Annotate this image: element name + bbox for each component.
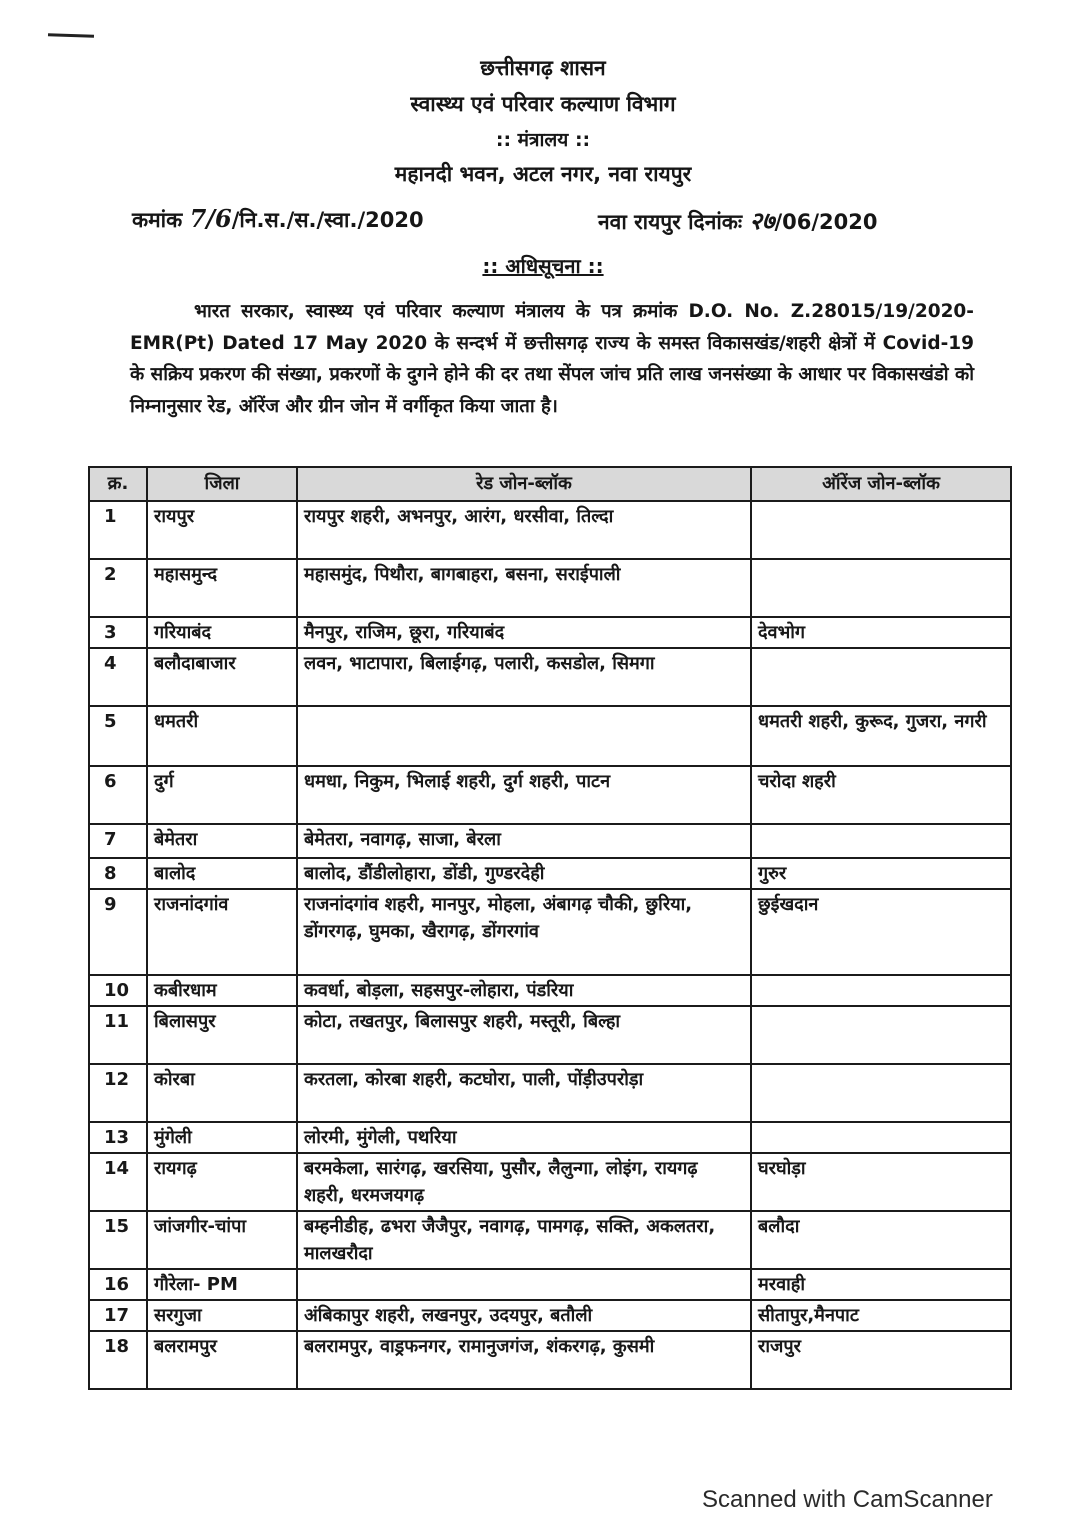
- col-header-district: जिला: [147, 467, 297, 501]
- row-number: 15: [89, 1211, 147, 1269]
- row-number: 12: [89, 1064, 147, 1122]
- orange-zone-cell: घरघोड़ा: [751, 1153, 1011, 1211]
- district-cell: रायगढ़: [147, 1153, 297, 1211]
- table-row: [89, 766, 1011, 824]
- district-cell: गरियाबंद: [147, 617, 297, 648]
- red-zone-cell: कवर्धा, बोड़ला, सहसपुर-लोहारा, पंडरिया: [297, 975, 751, 1006]
- row-number: 5: [89, 706, 147, 766]
- orange-zone-cell: [751, 824, 1011, 858]
- red-zone-cell: लवन, भाटापारा, बिलाईगढ़, पलारी, कसडोल, सिमगा: [297, 648, 751, 706]
- red-zone-cell: [297, 706, 751, 766]
- orange-zone-cell: [751, 501, 1011, 559]
- table-row: [89, 648, 1011, 706]
- district-cell: दुर्ग: [147, 766, 297, 824]
- red-zone-cell: बेमेतरा, नवागढ़, साजा, बेरला: [297, 824, 751, 858]
- red-zone-cell: बालोद, डौंडीलोहारा, डोंडी, गुण्डरदेही: [297, 858, 751, 889]
- orange-zone-cell: [751, 1122, 1011, 1153]
- row-number: 8: [89, 858, 147, 889]
- orange-zone-cell: सीतापुर,मैनपाट: [751, 1300, 1011, 1331]
- table-row: [89, 501, 1011, 559]
- table-row: [89, 889, 1011, 975]
- ministry-heading: :: मंत्रालय ::: [495, 129, 591, 151]
- district-cell: बिलासपुर: [147, 1006, 297, 1064]
- notice-body: भारत सरकार, स्वास्थ्य एवं परिवार कल्याण मंत्रालय के पत्र क्रमांक D.O. No. Z.28015/19/2020-EMR(Pt) Dated 17 May 2020 के सन्दर्भ में छत्तीसगढ़ राज्य के समस्त विकासखंड/शहरी क्षेत्रों में Covid-19 के सक्रिय प्रकरण की संख्या, प्रकरणों के दुगने होने की दर तथा सेंपल जांच प्रति लाख जनसंख्या के आधार पर विकासखंडो को निम्नानुसार रेड, ऑरेंज और ग्रीन जोन में वर्गीकृत किया जाता है।: [130, 301, 974, 417]
- orange-zone-cell: गुरुर: [751, 858, 1011, 889]
- row-number: 14: [89, 1153, 147, 1211]
- row-number: 10: [89, 975, 147, 1006]
- orange-zone-cell: छुईखदान: [751, 889, 1011, 975]
- orange-zone-cell: धमतरी शहरी, कुरूद, गुजरा, नगरी: [751, 706, 1011, 766]
- col-header-orange-zone: ऑरेंज जोन-ब्लॉक: [751, 467, 1011, 501]
- row-number: 18: [89, 1331, 147, 1389]
- row-number: 7: [89, 824, 147, 858]
- red-zone-cell: बलरामपुर, वाड्रफनगर, रामानुजगंज, शंकरगढ़, कुसमी: [297, 1331, 751, 1389]
- row-number: 1: [89, 501, 147, 559]
- row-number: 4: [89, 648, 147, 706]
- reference-number: कमांक 7/6/नि.स./स./स्वा./2020: [132, 204, 424, 233]
- table-row: [89, 1300, 1011, 1331]
- orange-zone-cell: राजपुर: [751, 1331, 1011, 1389]
- district-cell: राजनांदगांव: [147, 889, 297, 975]
- district-cell: गौरेला- PM: [147, 1269, 297, 1300]
- col-header-number: क्र.: [89, 467, 147, 501]
- scanner-watermark: Scanned with CamScanner: [702, 1486, 993, 1513]
- table-row: [89, 1153, 1011, 1211]
- red-zone-cell: कोटा, तखतपुर, बिलासपुर शहरी, मस्तूरी, बिल्हा: [297, 1006, 751, 1064]
- table-row: [89, 1064, 1011, 1122]
- district-cell: बेमेतरा: [147, 824, 297, 858]
- handwritten-number: 7/6: [189, 204, 232, 233]
- row-number: 2: [89, 559, 147, 617]
- table-row: [89, 1006, 1011, 1064]
- red-zone-cell: रायपुर शहरी, अभनपुर, आरंग, धरसीवा, तिल्दा: [297, 501, 751, 559]
- table-row: [89, 824, 1011, 858]
- reference-date: नवा रायपुर दिनांकः २७/06/2020: [598, 206, 878, 235]
- table-row: [89, 1122, 1011, 1153]
- row-number: 6: [89, 766, 147, 824]
- red-zone-cell: अंबिकापुर शहरी, लखनपुर, उदयपुर, बतौली: [297, 1300, 751, 1331]
- orange-zone-cell: मरवाही: [751, 1269, 1011, 1300]
- notice-title: :: अधिसूचना ::: [482, 254, 604, 278]
- district-cell: मुंगेली: [147, 1122, 297, 1153]
- table-row: [89, 559, 1011, 617]
- table-row: [89, 706, 1011, 766]
- department-heading: स्वास्थ्य एवं परिवार कल्याण विभाग: [410, 92, 676, 116]
- orange-zone-cell: [751, 975, 1011, 1006]
- district-cell: जांजगीर-चांपा: [147, 1211, 297, 1269]
- district-cell: कबीरधाम: [147, 975, 297, 1006]
- row-number: 13: [89, 1122, 147, 1153]
- orange-zone-cell: देवभोग: [751, 617, 1011, 648]
- orange-zone-cell: [751, 1064, 1011, 1122]
- district-cell: सरगुजा: [147, 1300, 297, 1331]
- district-cell: बलरामपुर: [147, 1331, 297, 1389]
- red-zone-cell: बम्हनीडीह, ढभरा जैजैपुर, नवागढ़, पामगढ़, सक्ति, अकलतरा, मालखरौदा: [297, 1211, 751, 1269]
- red-zone-cell: मैनपुर, राजिम, छूरा, गरियाबंद: [297, 617, 751, 648]
- zone-table: [88, 466, 1012, 1390]
- table-row: [89, 1211, 1011, 1269]
- table-header-row: [89, 467, 1011, 501]
- table-row: [89, 617, 1011, 648]
- district-cell: रायपुर: [147, 501, 297, 559]
- orange-zone-cell: बलौदा: [751, 1211, 1011, 1269]
- orange-zone-cell: [751, 559, 1011, 617]
- red-zone-cell: लोरमी, मुंगेली, पथरिया: [297, 1122, 751, 1153]
- red-zone-cell: बरमकेला, सारंगढ़, खरसिया, पुसौर, लैलुन्गा, लोइंग, रायगढ़ शहरी, धरमजयगढ़: [297, 1153, 751, 1211]
- row-number: 3: [89, 617, 147, 648]
- district-cell: बलौदाबाजार: [147, 648, 297, 706]
- table-row: [89, 1269, 1011, 1300]
- red-zone-cell: राजनांदगांव शहरी, मानपुर, मोहला, अंबागढ़ चौकी, छुरिया, डोंगरगढ़, घुमका, खैरागढ़, डोंगरगांव: [297, 889, 751, 975]
- red-zone-cell: करतला, कोरबा शहरी, कटघोरा, पाली, पोंड़ीउपरोड़ा: [297, 1064, 751, 1122]
- government-heading: छत्तीसगढ़ शासन: [480, 56, 606, 80]
- table-row: [89, 1331, 1011, 1389]
- orange-zone-cell: चरोदा शहरी: [751, 766, 1011, 824]
- col-header-red-zone: रेड जोन-ब्लॉक: [297, 467, 751, 501]
- red-zone-cell: [297, 1269, 751, 1300]
- district-cell: बालोद: [147, 858, 297, 889]
- district-cell: महासमुन्द: [147, 559, 297, 617]
- table-row: [89, 975, 1011, 1006]
- row-number: 11: [89, 1006, 147, 1064]
- orange-zone-cell: [751, 648, 1011, 706]
- orange-zone-cell: [751, 1006, 1011, 1064]
- red-zone-cell: धमधा, निकुम, भिलाई शहरी, दुर्ग शहरी, पाटन: [297, 766, 751, 824]
- row-number: 16: [89, 1269, 147, 1300]
- row-number: 9: [89, 889, 147, 975]
- pen-mark: [48, 33, 94, 38]
- handwritten-date: २७: [749, 206, 775, 235]
- address-heading: महानदी भवन, अटल नगर, नवा रायपुर: [394, 162, 692, 186]
- table-row: [89, 858, 1011, 889]
- district-cell: कोरबा: [147, 1064, 297, 1122]
- red-zone-cell: महासमुंद, पिथौरा, बागबाहरा, बसना, सराईपाली: [297, 559, 751, 617]
- district-cell: धमतरी: [147, 706, 297, 766]
- row-number: 17: [89, 1300, 147, 1331]
